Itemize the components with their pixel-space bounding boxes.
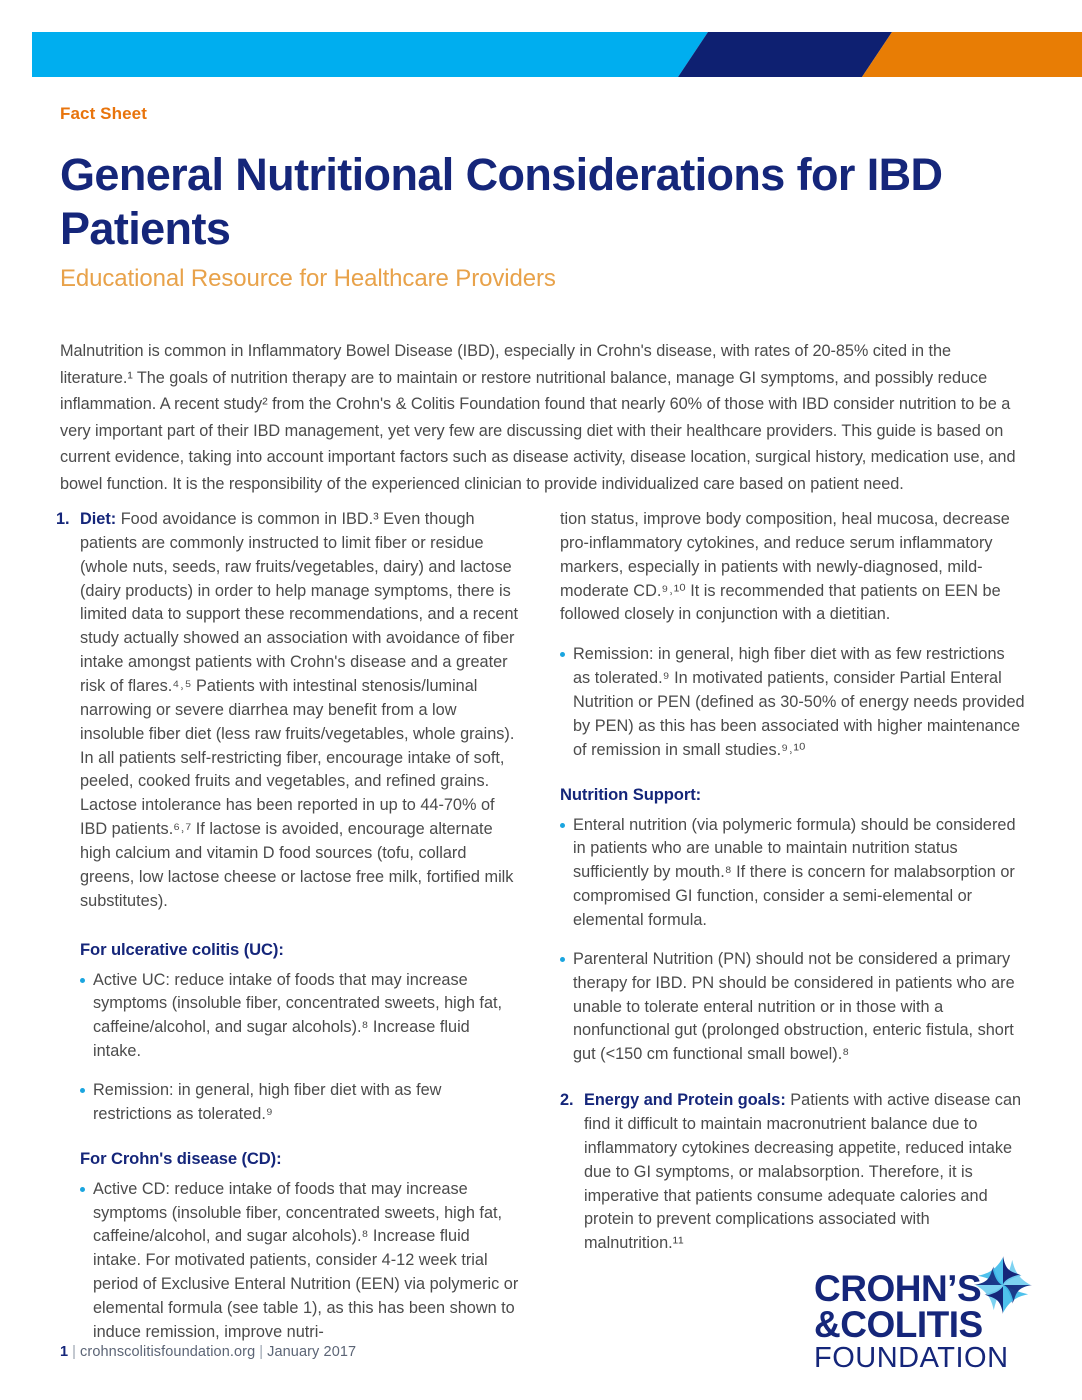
banner-shapes (32, 32, 1082, 77)
footer-separator-1: | (72, 1344, 77, 1360)
list-item: Remission: in general, high fiber diet with as few restrictions as tolerated.⁹ (80, 1079, 522, 1127)
list-item: Enteral nutrition (via polymeric formula) should be considered in patients who are unable to maintain nutrition status sufficiently by mouth.⁸ If there is concern for malabsorption or compromised GI function, consider a semi-elemental or elemental formula. (560, 814, 1026, 933)
page-number: 1 (60, 1344, 69, 1360)
cd-bullet-continuation: tion status, improve body composition, heal mucosa, decrease pro-inflammatory cytokines, and reduce serum inflammatory markers, especially in patients with newly-diagnosed, mild-moderate CD.⁹˒¹⁰ It is recommended that patients on EEN be followed closely in conjunction with a dietitian. (560, 510, 1010, 624)
list-item: Active UC: reduce intake of foods that may increase symptoms (insoluble fiber, concentrated sweets, high fat, caffeine/alcohol, and sugar alcohols).⁸ Increase fluid intake. (80, 969, 522, 1064)
cd-bullet-list-continued (560, 643, 1026, 762)
left-column (56, 508, 522, 1345)
subheading-nutrition-support: Nutrition Support: (560, 784, 702, 804)
body-columns (56, 508, 1026, 1345)
banner-cyan-shape (32, 32, 708, 77)
footer-separator-2: | (259, 1344, 264, 1360)
page-subtitle: Educational Resource for Healthcare Providers (60, 265, 556, 293)
logo-line-3: FOUNDATION (814, 1341, 1009, 1374)
masthead (60, 104, 1020, 293)
logo-line-1: CROHN’S (814, 1268, 982, 1310)
intro-paragraph: Malnutrition is common in Inflammatory Bowel Disease (IBD), especially in Crohn's disease, with rates of 20-85% cited in the literature.¹ The goals of nutrition therapy are to maintain or restore nutritional balance, manage GI symptoms, and possibly reduce inflammation. A recent study² from the Crohn's & Colitis Foundation found that nearly 60% of those with IBD consider nutrition to be a very important part of their IBD management, yet very few are discussing diet with their healthcare providers. This guide is based on current evidence, taking into account important factors such as disease activity, disease location, surgical history, medication use, and bowel function. It is the responsibility of the experienced clinician to provide individualized care based on patient need. (60, 342, 1016, 493)
list-item-lead-in: Energy and Protein goals: (584, 1091, 786, 1110)
subheading-cd: For Crohn's disease (CD): (80, 1148, 282, 1168)
eyebrow-label: Fact Sheet (60, 104, 147, 123)
logo-line-2: &COLITIS (814, 1304, 983, 1346)
right-column (560, 508, 1026, 1345)
header-banner (32, 32, 1082, 77)
list-item: Active CD: reduce intake of foods that may increase symptoms (insoluble fiber, concentrated sweets, high fat, caffeine/alcohol, and sugar alcohols).⁸ Increase fluid intake. For motivated patients, consider 4-12 week trial period of Exclusive Enteral Nutrition (EEN) via polymeric or elemental formula (see table 1), as this has been shown to induce remission, improve nutri- (80, 1178, 522, 1345)
list-item-energy-protein (560, 1089, 1026, 1256)
list-item: Remission: in general, high fiber diet with as few restrictions as tolerated.⁹ In motivated patients, consider Partial Enteral Nutrition or PEN (defined as 30-50% of energy needs provided by PEN) as this has been associated with higher maintenance of remission in small studies.⁹˒¹⁰ (560, 643, 1026, 762)
list-item-text: Patients with active disease can find it difficult to maintain macronutrient balance due to inflammatory cytokines decreasing appetite, reduced intake due to GI symptoms, or malabsorption. Therefore, it is imperative that patients consume adequate calories and protein to prevent complications associated with malnutrition.¹¹ (584, 1091, 1022, 1253)
footer (60, 1344, 356, 1360)
banner-navy-shape (678, 32, 892, 77)
cd-bullet-list (80, 1178, 522, 1345)
list-item-number: 2. (560, 1091, 574, 1110)
logo-wordmark (814, 1268, 1009, 1374)
subheading-uc: For ulcerative colitis (UC): (80, 939, 284, 959)
list-item-diet (56, 508, 522, 914)
list-item: Parenteral Nutrition (PN) should not be considered a primary therapy for IBD. PN should be considered in patients who are unable to tolerate enteral nutrition or in those with a nonfunctional gut (prolonged obstruction, enteric fistula, short gut (<150 cm functional small bowel).⁸ (560, 948, 1026, 1067)
banner-orange-shape (862, 32, 1082, 77)
page-title: General Nutritional Considerations for IBD Patients (60, 149, 943, 254)
nutrition-support-bullet-list (560, 814, 1026, 1068)
list-item-body (80, 508, 522, 914)
list-item-text: Food avoidance is common in IBD.³ Even though patients are commonly instructed to limit fiber or residue (whole nuts, seeds, raw fruits/vegetables, dairy) and lactose (dairy products) in order to help manage symptoms, there is limited data to support these recommendations, and a recent study actually showed an association with avoidance of fiber intake amongst patients with Crohn's disease and a greater risk of flares.⁴˒⁵ Patients with intestinal stenosis/luminal narrowing or severe diarrhea may benefit from a low insoluble fiber diet (less raw fruits/vegetables, whole grains). In all patients self-restricting fiber, encourage intake of soft, peeled, cooked fruits and vegetables, and refined grains. Lactose intolerance has been reported in up to 44-70% of IBD patients.⁶˒⁷ If lactose is avoided, encourage alternate high calcium and vitamin D food sources (tofu, collard greens, low lactose cheese or lactose free milk, fortified milk substitutes). (80, 510, 519, 910)
list-item-number: 1. (56, 510, 70, 528)
footer-date: January 2017 (267, 1344, 357, 1360)
uc-bullet-list (80, 969, 522, 1127)
organization-logo (814, 1252, 1044, 1372)
list-item-lead-in: Diet: (80, 510, 117, 528)
footer-website[interactable]: crohnscolitisfoundation.org (80, 1344, 256, 1360)
list-item-body (584, 1089, 1026, 1256)
